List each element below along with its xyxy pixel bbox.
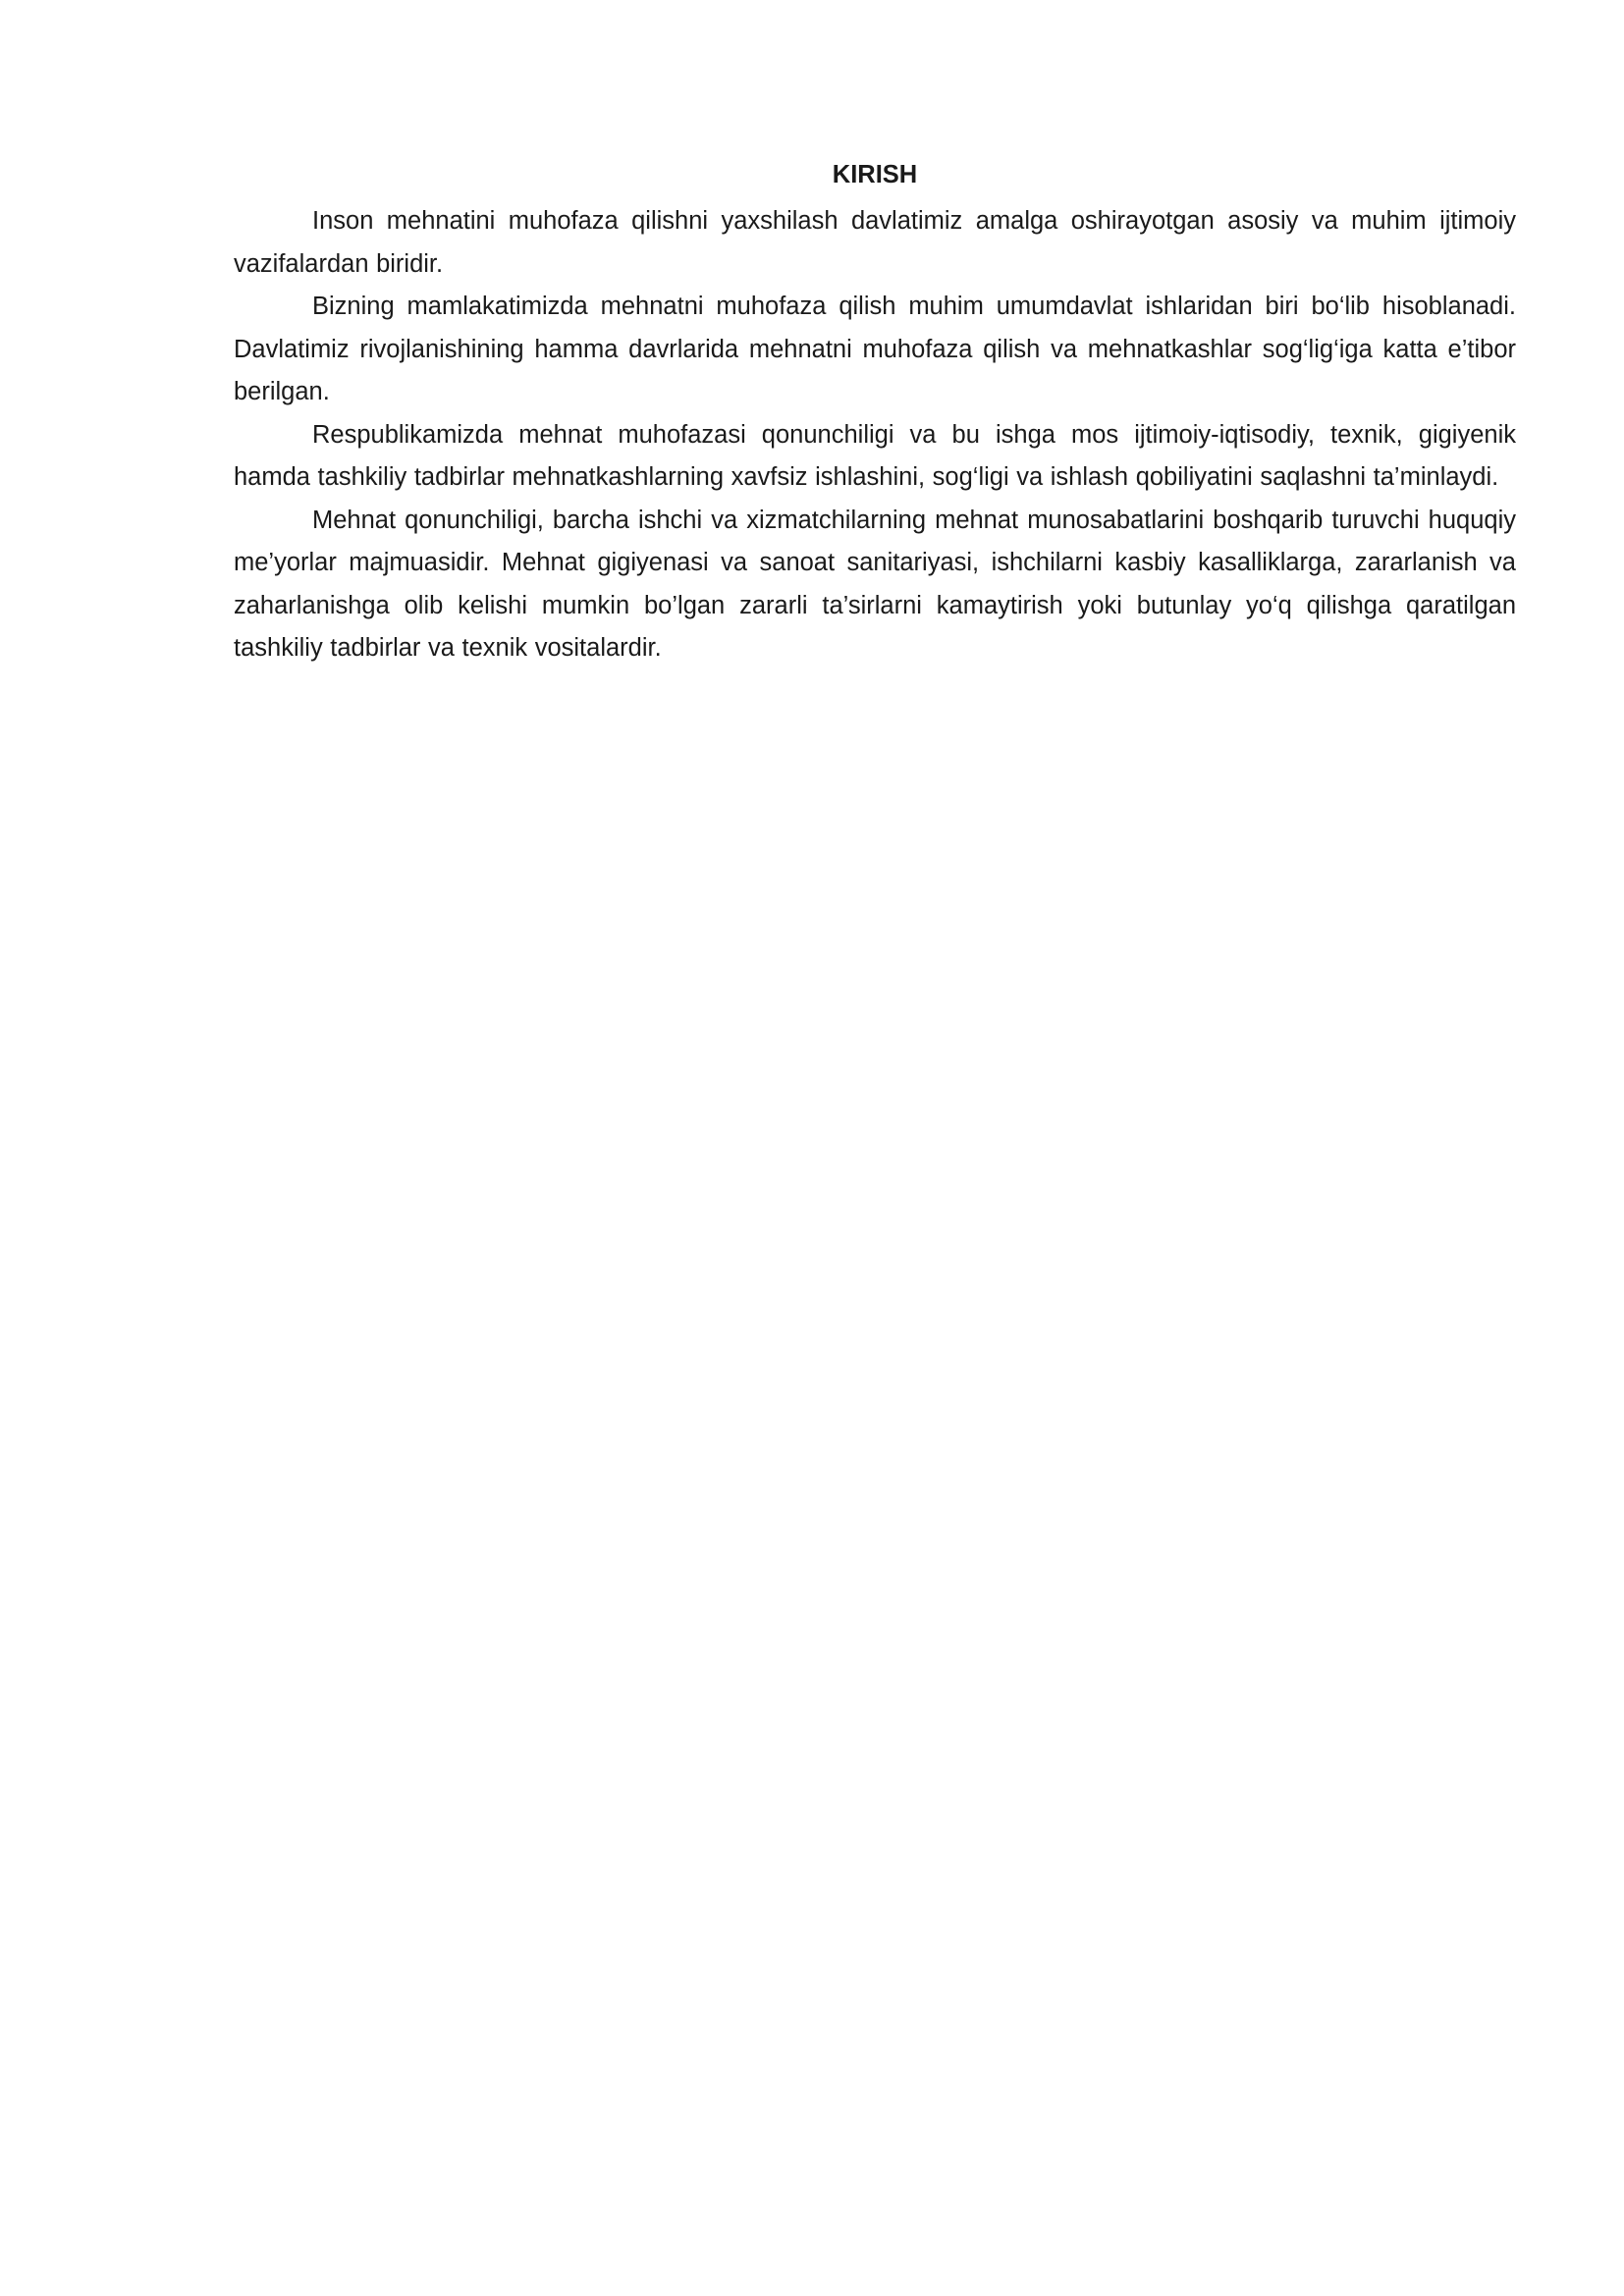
section-heading: KIRISH xyxy=(832,161,918,188)
paragraph: Respublikamizda mehnat muhofazasi qonunchiligi va bu ishga mos ijtimoiy-iqtisodiy, texnik, gigiyenik hamda tashkiliy tadbirlar mehnatkashlarning xavfsiz ishlashini, sog‘ligi va ishlash qobiliyatini saqlashni ta’minlaydi. xyxy=(234,420,1516,491)
paragraph: Mehnat qonunchiligi, barcha ishchi va xizmatchilarning mehnat munosabatlarini boshqarib turuvchi huquqiy me’yorlar majmuasidir. Mehnat gigiyenasi va sanoat sanitariyasi, ishchilarni kasbiy kasalliklarga, zararlanish va zaharlanishga olib kelishi mumkin bo’lgan zararli ta’sirlarni kamaytirish yoki butunlay yo‘q qilishga qaratilgan tashkiliy tadbirlar va texnik vositalardir. xyxy=(234,506,1516,662)
paragraph: Inson mehnatini muhofaza qilishni yaxshilash davlatimiz amalga oshirayotgan asosiy va muhim ijtimoiy vazifalardan biridir. xyxy=(234,207,1516,278)
document-body xyxy=(234,155,1516,670)
paragraph: Bizning mamlakatimizda mehnatni muhofaza qilish muhim umumdavlat ishlaridan biri bo‘lib hisoblanadi. Davlatimiz rivojlanishining hamma davrlarida mehnatni muhofaza qilish va mehnatkashlar sog‘lig‘iga katta e’tibor berilgan. xyxy=(234,293,1516,405)
